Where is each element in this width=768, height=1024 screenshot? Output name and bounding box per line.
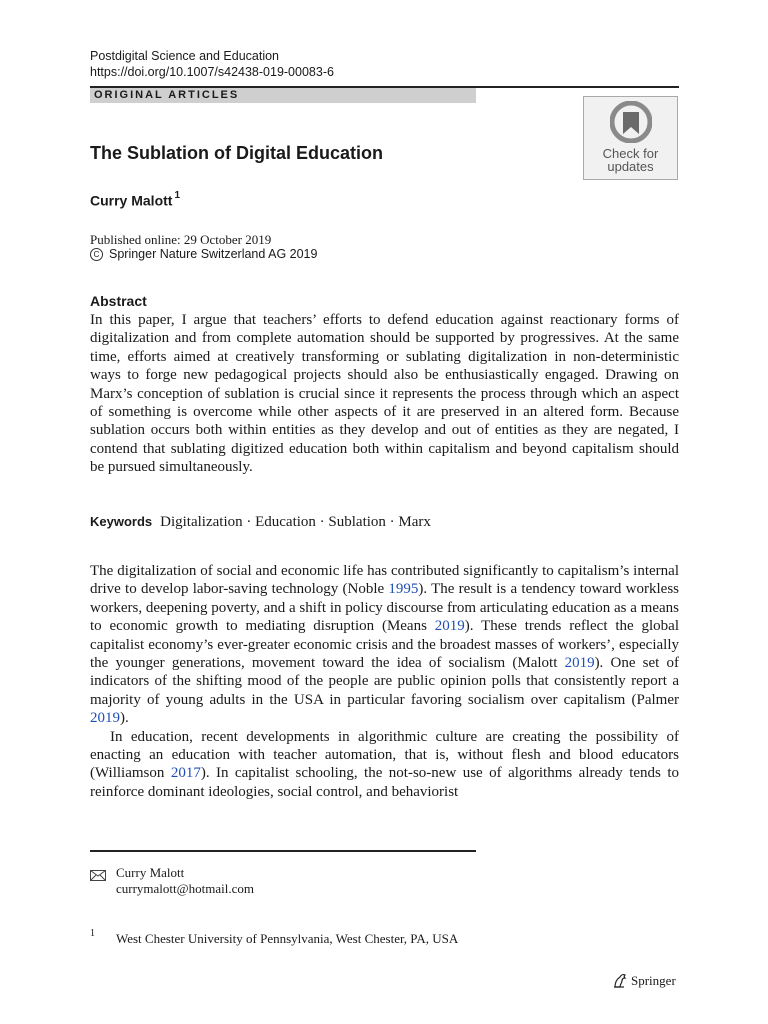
keywords-label: Keywords <box>90 514 153 529</box>
footnote-rule <box>90 850 476 852</box>
paragraph-1: The digitalization of social and economic life has contributed significantly to capitalism’s internal drive to develop labor-saving technology (Noble 1995). The result is a tendency toward workless workers, deepening poverty, and a shift in policy discourse from articulating education as a means to economic growth to mediating disruption (Means 2019). These trends reflect the global capitalist economy’s ever-greater economic crisis and the broadest masses of workers’, especially the younger generations, movement toward the idea of socialism (Malott 2019). One set of indicators of the shifting mood of the people are public opinion polls that consistently report a majority of young adults in the USA in particular favoring socialism over capitalism (Palmer 2019). <box>90 563 680 727</box>
corresponding-author-email[interactable]: currymalott@hotmail.com <box>116 881 254 896</box>
doi-link[interactable]: https://doi.org/10.1007/s42438-019-00083-6 <box>90 65 334 79</box>
header-rule-right <box>483 86 679 88</box>
article-category: ORIGINAL ARTICLES <box>90 88 476 103</box>
affiliation: West Chester University of Pennsylvania, West Chester, PA, USA <box>116 931 459 946</box>
springer-logo <box>612 973 676 989</box>
abstract-heading: Abstract <box>90 293 147 309</box>
author-affiliation-mark: 1 <box>174 190 181 201</box>
body-text <box>90 562 679 801</box>
author-name: Curry Malott $^1$ <box>90 190 181 209</box>
citation-malott[interactable]: 2019 <box>564 655 595 672</box>
publisher-name: Springer <box>631 973 676 988</box>
article-title: The Sublation of Digital Education <box>90 143 383 163</box>
check-for-updates-badge[interactable] <box>583 96 678 180</box>
citation-noble[interactable]: 1995 <box>388 581 419 598</box>
published-date: Published online: 29 October 2019 <box>90 232 272 247</box>
journal-name: Postdigital Science and Education <box>90 49 280 63</box>
citation-palmer[interactable]: 2019 <box>90 710 120 727</box>
copyright-icon: C <box>90 248 103 261</box>
paragraph-2: In education, recent developments in algorithmic culture are creating the possibility of enacting an education with teacher automation, that is, without flesh and blood educators (Williamson 2017). In capitalist schooling, the not-so-new use of algorithms already tends to reinforce dominant ideologies, social control, and behaviorist <box>90 728 679 800</box>
abstract-text: In this paper, I argue that teachers’ efforts to defend education against reactionary forms of digitalization and from complete automation should be supported by progressives. At the same time, efforts aimed at creatively transforming or sublating digitalization in non-deterministic ways to forge new pedagogical projects should also be enthusiastically engaged. Drawing on Marx’s conception of sublation is crucial since it represents the process through which an aspect of something is overcome while other aspects of it are preserved in an altered form. Because sublation occurs both within entities as they develop and out of entities as they are negated, I contend that sublating digitized education both within capitalism and beyond capitalism should be pursued simultaneously. <box>90 312 679 476</box>
corresponding-author-name: Curry Malott <box>116 865 185 880</box>
citation-williamson[interactable]: 2017 <box>170 765 201 782</box>
check-updates-label: Check for updates <box>602 146 659 174</box>
check-updates-icon <box>610 101 652 143</box>
keywords-list: Digitalization · Education · Sublation · Marx <box>160 514 431 530</box>
affiliation-number: 1 <box>90 928 95 939</box>
copyright-line: C Springer Nature Switzerland AG 2019 <box>90 246 317 262</box>
citation-means[interactable]: 2019 <box>434 618 465 635</box>
envelope-icon <box>90 868 106 886</box>
keywords <box>90 513 431 531</box>
springer-horse-icon <box>612 973 628 989</box>
